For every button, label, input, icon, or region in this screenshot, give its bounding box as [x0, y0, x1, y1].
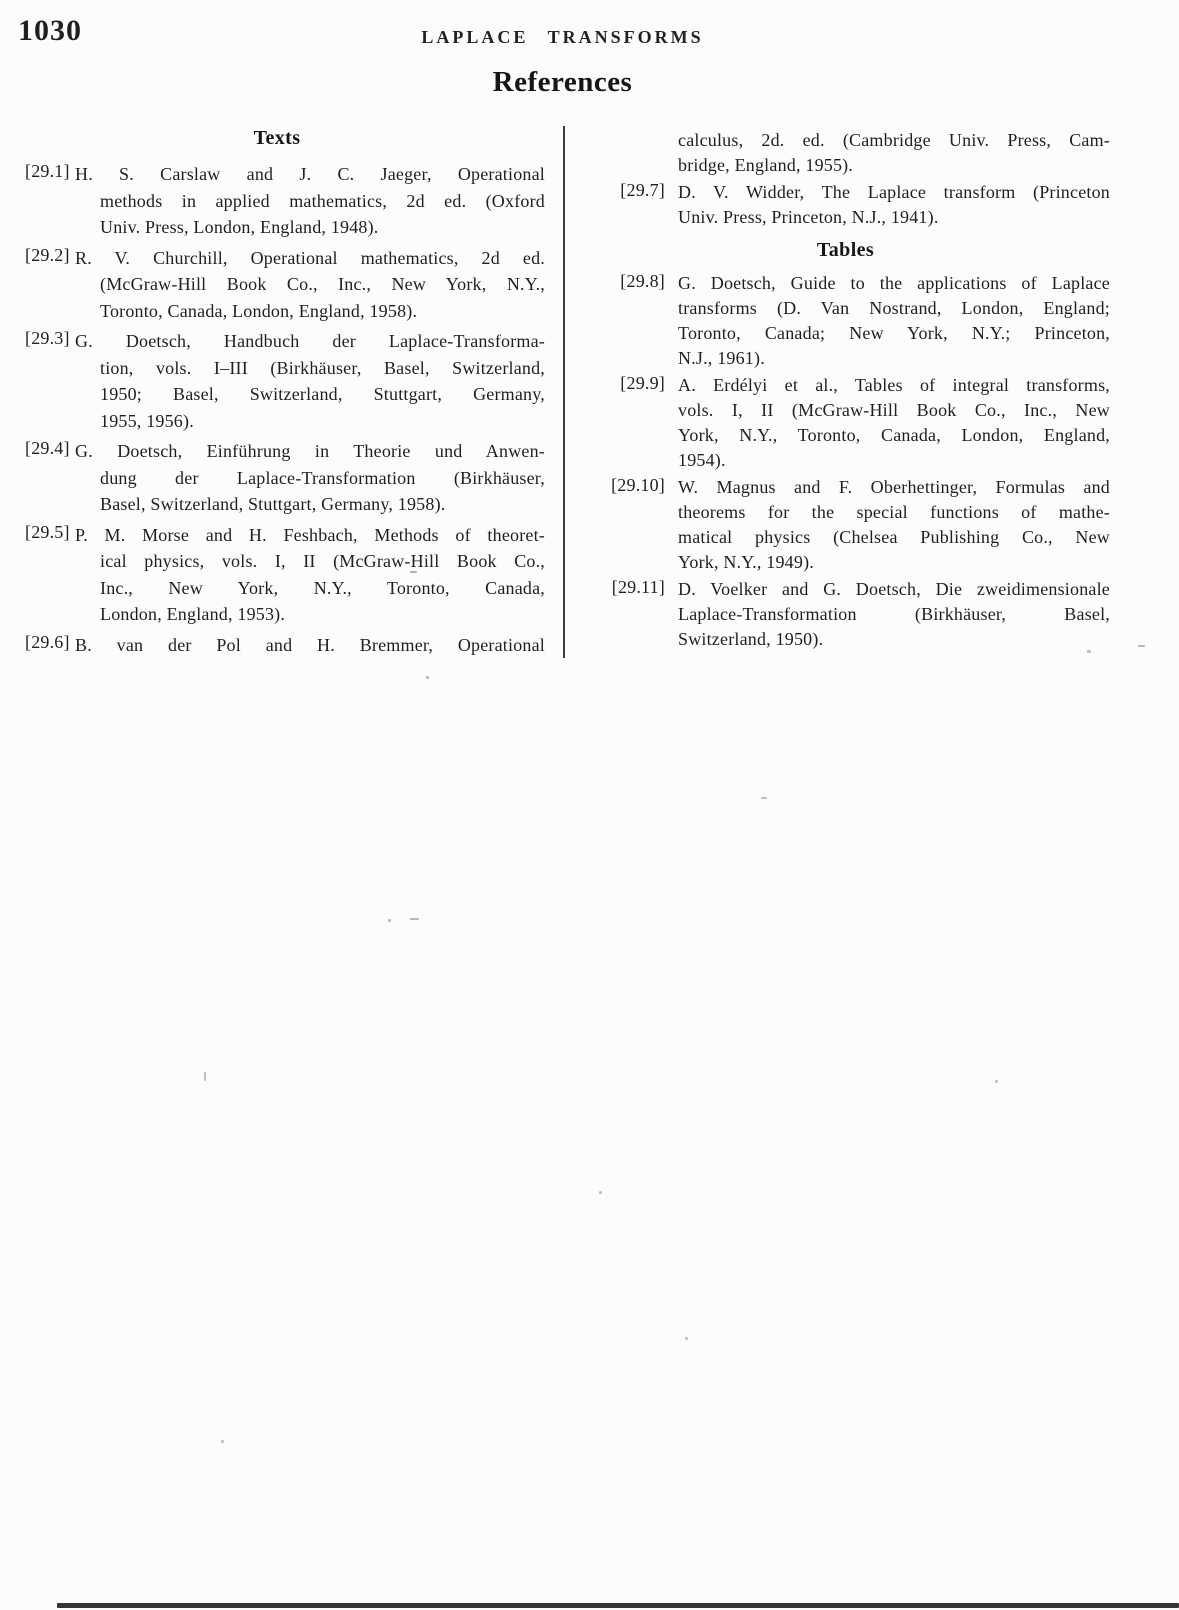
scan-speck: [761, 797, 767, 799]
reference-line: Toronto, Canada, London, England, 1958).: [100, 300, 418, 321]
reference-label: [29.11]: [611, 577, 665, 597]
reference-entry: [575, 128, 1110, 178]
reference-line: calculus, 2d. ed. (Cambridge Univ. Press, Cam-: [678, 130, 1110, 150]
reference-label: [29.8]: [620, 271, 665, 291]
reference-line: York, N.Y., Toronto, Canada, London, England,: [678, 425, 1110, 445]
reference-line: D. Voelker and G. Doetsch, Die zweidimensionale: [678, 579, 1110, 599]
reference-entry: [25, 245, 545, 325]
column-divider: [563, 126, 565, 658]
reference-line: London, England, 1953).: [100, 604, 286, 624]
reference-line: Laplace-Transformation (Birkhäuser, Basel,: [678, 604, 1110, 624]
reference-entry: [25, 632, 545, 659]
reference-entry: [25, 438, 545, 518]
reference-line: P. M. Morse and H. Feshbach, Methods of theoret-: [75, 524, 545, 545]
reference-line: Inc., New York, N.Y., Toronto, Canada,: [100, 577, 545, 598]
running-head: LAPLACE TRANSFORMS: [421, 27, 704, 47]
texts-reference-list: [25, 161, 545, 658]
reference-line: 1955, 1956).: [100, 410, 194, 431]
reference-line: matical physics (Chelsea Publishing Co., New: [678, 527, 1110, 547]
reference-line: D. V. Widder, The Laplace transform (Princeton: [678, 182, 1110, 202]
scan-speck: [410, 571, 417, 573]
reference-line: ical physics, vols. I, II (McGraw-Hill Book Co.,: [100, 551, 545, 571]
reference-entry: [575, 271, 1110, 371]
reference-label: [29.5]: [25, 521, 70, 542]
reference-entry: [575, 180, 1110, 230]
scan-speck: [599, 1191, 602, 1194]
reference-label: [29.6]: [25, 631, 70, 652]
reference-line: Univ. Press, Princeton, N.J., 1941).: [678, 207, 939, 227]
reference-line: bridge, England, 1955).: [678, 155, 854, 175]
reference-entry: [575, 577, 1110, 652]
scan-speck: [995, 1080, 998, 1083]
scan-speck: [204, 1072, 206, 1081]
scan-speck: [1138, 645, 1145, 647]
reference-line: G. Doetsch, Guide to the applications of Laplace: [678, 273, 1110, 293]
section-heading-tables: Tables: [816, 239, 875, 261]
reference-label: [29.4]: [25, 438, 70, 458]
reference-entry: [25, 522, 545, 628]
reference-entry: [575, 475, 1110, 575]
reference-line: R. V. Churchill, Operational mathematics, 2d ed.: [75, 247, 545, 268]
page-number: 1030: [18, 14, 82, 47]
tables-reference-list: [575, 271, 1110, 652]
reference-line: N.J., 1961).: [678, 348, 765, 368]
reference-label: [29.10]: [611, 475, 665, 495]
reference-line: B. van der Pol and H. Bremmer, Operational: [75, 634, 545, 655]
reference-line: G. Doetsch, Einführung in Theorie und Anwen-: [75, 441, 545, 461]
reference-label: [29.1]: [25, 161, 70, 181]
reference-line: 1954).: [678, 450, 726, 470]
page-edge-artifact: [57, 1603, 1179, 1608]
scan-speck: [1087, 650, 1091, 653]
scan-speck: [685, 1337, 688, 1340]
section-heading-texts: Texts: [253, 127, 301, 149]
reference-label: [29.9]: [620, 373, 665, 393]
left-column: [25, 127, 545, 662]
reference-line: Basel, Switzerland, Stuttgart, Germany, 1958).: [100, 494, 446, 514]
reference-line: A. Erdélyi et al., Tables of integral transforms,: [678, 375, 1110, 395]
reference-line: 1950; Basel, Switzerland, Stuttgart, Germany,: [100, 384, 545, 404]
reference-line: W. Magnus and F. Oberhettinger, Formulas and: [678, 477, 1110, 497]
reference-entry: [25, 328, 545, 434]
scan-speck: [221, 1440, 224, 1443]
reference-line: transforms (D. Van Nostrand, London, England;: [678, 298, 1110, 318]
reference-line: theorems for the special functions of mathe-: [678, 502, 1110, 522]
reference-line: tion, vols. I–III (Birkhäuser, Basel, Switzerland,: [100, 357, 545, 378]
reference-label: [29.3]: [25, 328, 70, 348]
reference-line: dung der Laplace-Transformation (Birkhäuser,: [100, 467, 545, 488]
reference-label: [29.2]: [25, 244, 70, 265]
scan-speck: [388, 919, 391, 922]
reference-line: Toronto, Canada; New York, N.Y.; Princeton,: [678, 323, 1110, 343]
reference-entry: [25, 161, 545, 241]
reference-entry: [575, 373, 1110, 473]
reference-line: H. S. Carslaw and J. C. Jaeger, Operational: [75, 164, 545, 184]
reference-line: vols. I, II (McGraw-Hill Book Co., Inc., New: [678, 400, 1110, 420]
reference-line: Univ. Press, London, England, 1948).: [100, 217, 379, 237]
scan-speck: [410, 918, 419, 920]
reference-line: York, N.Y., 1949).: [678, 552, 814, 572]
reference-line: G. Doetsch, Handbuch der Laplace-Transforma-: [75, 331, 545, 351]
reference-line: methods in applied mathematics, 2d ed. (Oxford: [100, 190, 545, 211]
continued-reference-list: [575, 128, 1110, 230]
page-title: References: [492, 66, 633, 98]
right-column: [575, 128, 1110, 654]
reference-label: [29.7]: [620, 180, 665, 200]
scan-speck: [426, 676, 429, 679]
reference-line: Switzerland, 1950).: [678, 629, 824, 649]
reference-line: (McGraw-Hill Book Co., Inc., New York, N.Y.,: [100, 274, 545, 294]
